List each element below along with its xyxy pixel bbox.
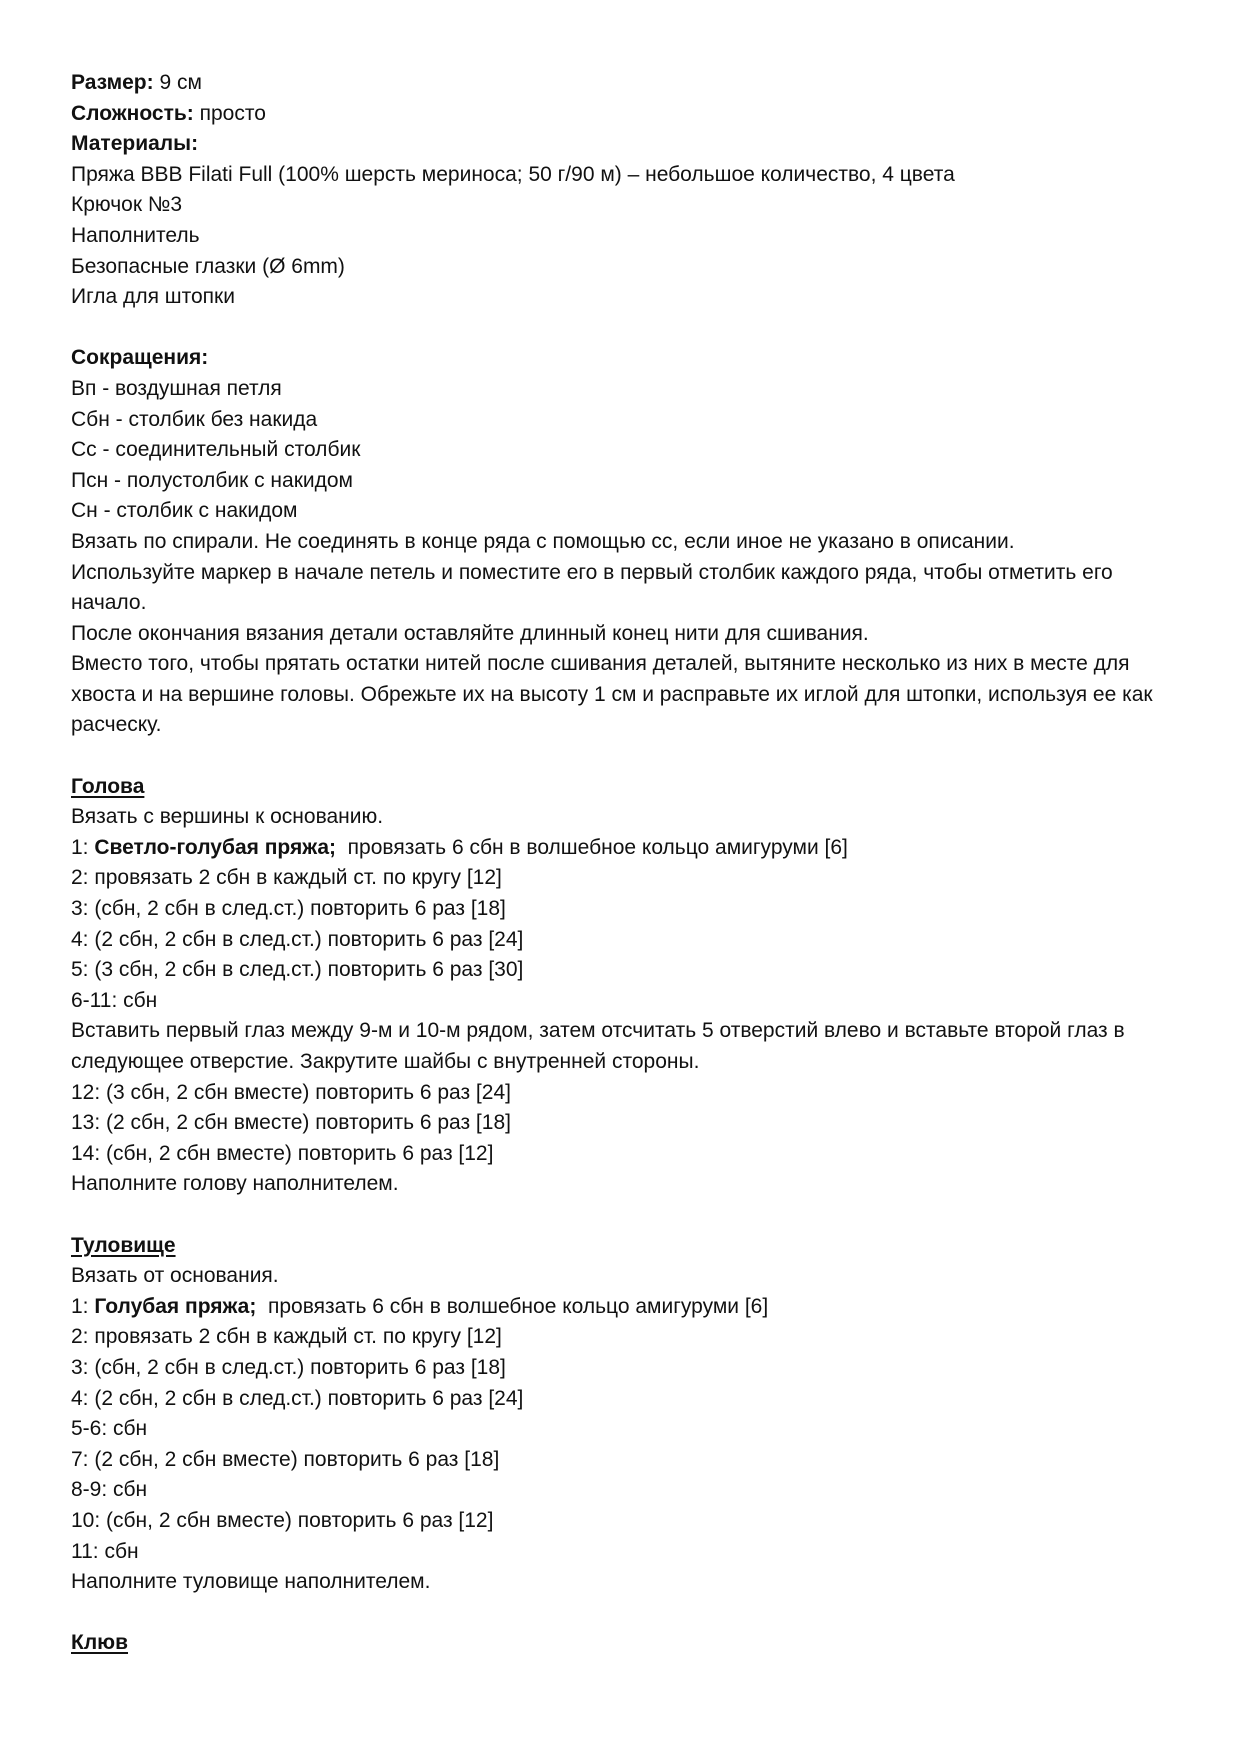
abbreviations-title: Сокращения: [71, 346, 209, 370]
instruction-note: Вместо того, чтобы прятать остатки нитей после сшивания деталей, вытяните несколько из них в месте для хвоста и на вершине головы. Обрежьте их на высоту 1 см и расправьте их иглой для штопки, используя ее как расческу. [71, 652, 1153, 737]
pattern-row: 2: провязать 2 сбн в каждый ст. по кругу [12] [71, 1325, 502, 1349]
eyes-note: Вставить первый глаз между 9-м и 10-м рядом, затем отсчитать 5 отверстий влево и вставьте второй глаз в следующее отверстие. Закрутите шайбы с внутренней стороны. [71, 1019, 1125, 1073]
pattern-row: 6-11: сбн [71, 988, 158, 1012]
pattern-row: 3: (сбн, 2 сбн в след.ст.) повторить 6 раз [18] [71, 1355, 506, 1379]
pattern-row: 10: (сбн, 2 сбн вместе) повторить 6 раз [12] [71, 1508, 494, 1532]
section-title-body: Туловище [71, 1233, 176, 1257]
size-value: 9 см [153, 71, 202, 94]
pattern-row: 4: (2 сбн, 2 сбн в след.ст.) повторить 6 раз [24] [71, 927, 524, 951]
pattern-row: 5-6: сбн [71, 1417, 148, 1441]
spacer [71, 1598, 1191, 1629]
spacer [71, 741, 1191, 772]
abbreviation-item: Псн - полустолбик с накидом [71, 468, 353, 492]
spacer [71, 313, 1191, 344]
pattern-row: 8-9: сбн [71, 1478, 148, 1502]
material-item: Наполнитель [71, 223, 200, 247]
row-text: провязать 6 сбн в волшебное кольцо амигуруми [6] [336, 835, 848, 859]
row-text: провязать 6 сбн в волшебное кольцо амигуруми [6] [256, 1294, 769, 1318]
difficulty-line [71, 99, 1191, 130]
pattern-row: 13: (2 сбн, 2 сбн вместе) повторить 6 раз [18] [71, 1111, 511, 1135]
instruction-note: После окончания вязания детали оставляйте длинный конец нити для сшивания. [71, 621, 869, 645]
materials-label: Материалы: [71, 132, 199, 156]
pattern-row [71, 833, 1191, 864]
row-number: 1: [71, 835, 95, 859]
abbreviation-item: Вп - воздушная петля [71, 376, 282, 400]
document-page [71, 68, 1191, 1659]
yarn-color: Голубая пряжа; [94, 1294, 257, 1318]
row-number: 1: [71, 1294, 95, 1318]
abbreviation-item: Сбн - столбик без накида [71, 407, 318, 431]
pattern-row: Наполните туловище наполнителем. [71, 1570, 431, 1594]
abbreviation-item: Сн - столбик с накидом [71, 499, 298, 523]
pattern-row: 14: (сбн, 2 сбн вместе) повторить 6 раз [12] [71, 1141, 494, 1165]
spacer [71, 1200, 1191, 1231]
pattern-row: 2: провязать 2 сбн в каждый ст. по кругу [12] [71, 866, 502, 890]
size-line [71, 68, 1191, 99]
pattern-row: 12: (3 сбн, 2 сбн вместе) повторить 6 раз [24] [71, 1080, 511, 1104]
section-intro: Вязать с вершины к основанию. [71, 805, 384, 829]
pattern-row [71, 1292, 1191, 1323]
section-intro: Вязать от основания. [71, 1264, 279, 1288]
instruction-note: Вязать по спирали. Не соединять в конце ряда с помощью сс, если иное не указано в описании. [71, 529, 1015, 553]
material-item: Крючок №3 [71, 193, 183, 217]
material-item: Безопасные глазки (Ø 6mm) [71, 254, 345, 278]
pattern-row: 4: (2 сбн, 2 сбн в след.ст.) повторить 6 раз [24] [71, 1386, 524, 1410]
instruction-note: Используйте маркер в начале петель и поместите его в первый столбик каждого ряда, чтобы отметить его начало. [71, 560, 1113, 615]
pattern-row: 5: (3 сбн, 2 сбн в след.ст.) повторить 6 раз [30] [71, 958, 524, 982]
pattern-row: Наполните голову наполнителем. [71, 1172, 399, 1196]
section-title-head: Голова [71, 774, 145, 798]
difficulty-value: просто [193, 101, 266, 125]
pattern-row: 3: (сбн, 2 сбн в след.ст.) повторить 6 раз [18] [71, 897, 506, 921]
pattern-row: 11: сбн [71, 1539, 139, 1563]
section-title-beak: Клюв [71, 1631, 129, 1655]
size-label: Размер: [71, 71, 154, 94]
yarn-color: Светло-голубая пряжа; [94, 835, 337, 859]
material-item: Пряжа BBB Filati Full (100% шерсть мериноса; 50 г/90 м) – небольшое количество, 4 цвета [71, 162, 955, 186]
pattern-row: 7: (2 сбн, 2 сбн вместе) повторить 6 раз [18] [71, 1447, 500, 1471]
difficulty-label: Сложность: [71, 101, 194, 125]
abbreviation-item: Сс - соединительный столбик [71, 438, 361, 462]
material-item: Игла для штопки [71, 285, 235, 309]
